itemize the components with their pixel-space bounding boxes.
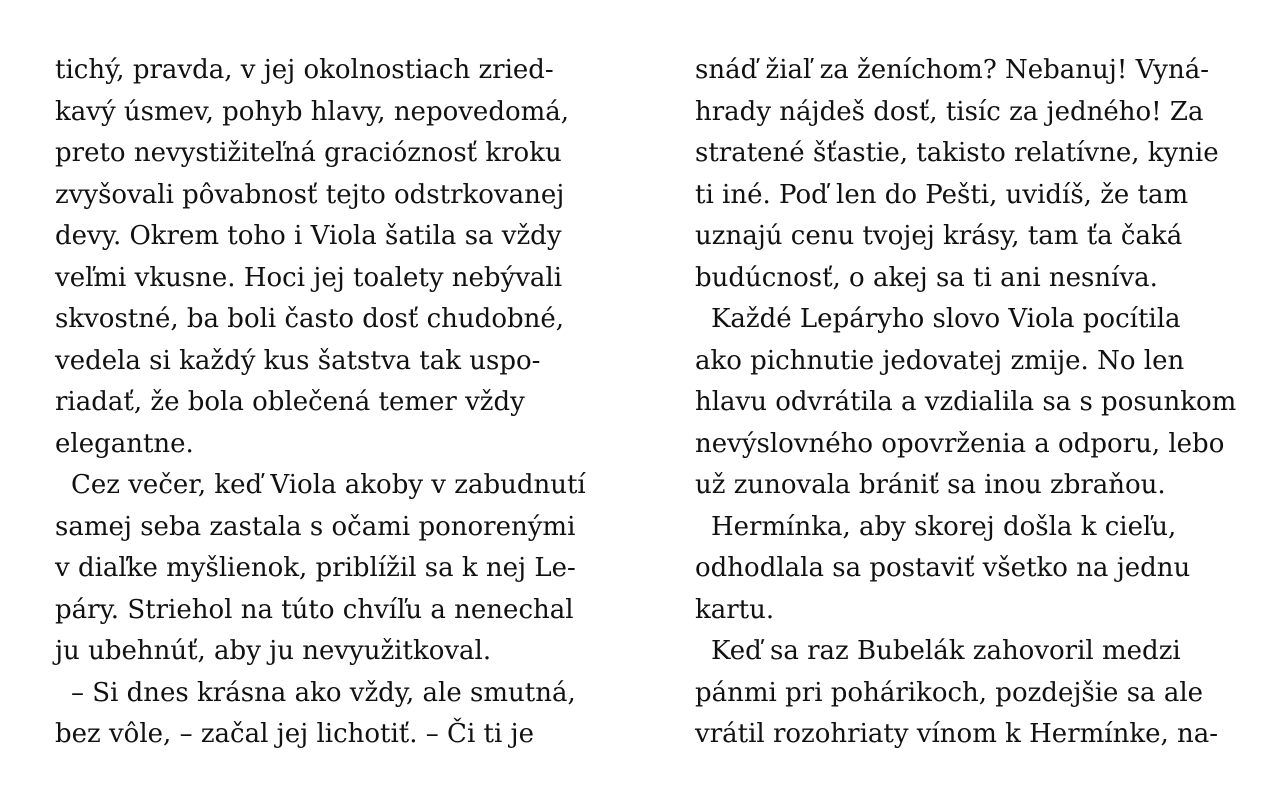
text-line: preto nevystižiteľná gracióznosť kroku <box>55 138 562 168</box>
text-line: zvyšovali pôvabnosť tejto odstrkovanej <box>55 179 565 210</box>
paragraph-start-line: Hermínka, aby skorej došla k cieľu, <box>711 511 1177 542</box>
paragraph-start-line: Každé Lepáryho slovo Viola pocítila <box>711 304 1181 334</box>
text-line: ako pichnutie jedovatej zmije. No len <box>695 345 1185 376</box>
text-line: ti iné. Poď len do Pešti, uvidíš, že tam <box>695 179 1189 210</box>
text-line: devy. Okrem toho i Viola šatila sa vždy <box>55 221 562 251</box>
text-line: skvostné, ba boli často dosť chudobné, <box>55 304 565 334</box>
text-line: vrátil rozohriaty vínom k Hermínke, na- <box>695 719 1219 749</box>
text-line: samej seba zastala s očami ponorenými <box>55 511 576 542</box>
text-line: elegantne. <box>55 428 194 459</box>
text-line: stratené šťastie, takisto relatívne, kynie <box>695 138 1219 168</box>
text-line: páry. Striehol na túto chvíľu a nenechal <box>55 594 574 625</box>
text-line: nevýslovného opovrženia a odporu, lebo <box>695 428 1225 459</box>
text-line: pánmi pri pohárikoch, pozdejšie sa ale <box>695 677 1204 708</box>
text-line: tichý, pravda, v jej okolnostiach zried- <box>55 55 554 85</box>
text-line: v diaľke myšlienok, priblížil sa k nej Le- <box>55 553 576 583</box>
right-page <box>695 50 1255 756</box>
text-line: budúcnosť, o akej sa ti ani nesníva. <box>695 262 1158 293</box>
text-line: už zunovala brániť sa inou zbraňou. <box>695 470 1166 500</box>
text-line: riadať, že bola oblečená temer vždy <box>55 387 525 417</box>
paragraph-start-line: Cez večer, keď Viola akoby v zabudnutí <box>71 470 586 500</box>
text-line: veľmi vkusne. Hoci jej toalety nebývali <box>55 262 563 293</box>
paragraph-start-line: – Si dnes krásna ako vždy, ale smutná, <box>71 677 576 708</box>
text-line: hlavu odvrátila a vzdialila sa s posunkom <box>695 387 1237 417</box>
text-line: hrady nájdeš dosť, tisíc za jedného! Za <box>695 96 1204 127</box>
text-line: odhodlala sa postaviť všetko na jednu <box>695 553 1191 583</box>
text-line: bez vôle, – začal jej lichotiť. – Či ti je <box>55 719 534 749</box>
text-line: uznajú cenu tvojej krásy, tam ťa čaká <box>695 221 1183 251</box>
paragraph-start-line: Keď sa raz Bubelák zahovoril medzi <box>711 636 1181 666</box>
text-line: kavý úsmev, pohyb hlavy, nepovedomá, <box>55 96 570 127</box>
left-page <box>55 50 595 756</box>
text-line: ju ubehnúť, aby ju nevyužitkoval. <box>55 636 492 666</box>
text-line: vedela si každý kus šatstva tak uspo- <box>55 345 541 376</box>
text-line: snáď žiaľ za ženíchom? Nebanuj! Vyná- <box>695 55 1210 85</box>
text-line: kartu. <box>695 594 775 625</box>
